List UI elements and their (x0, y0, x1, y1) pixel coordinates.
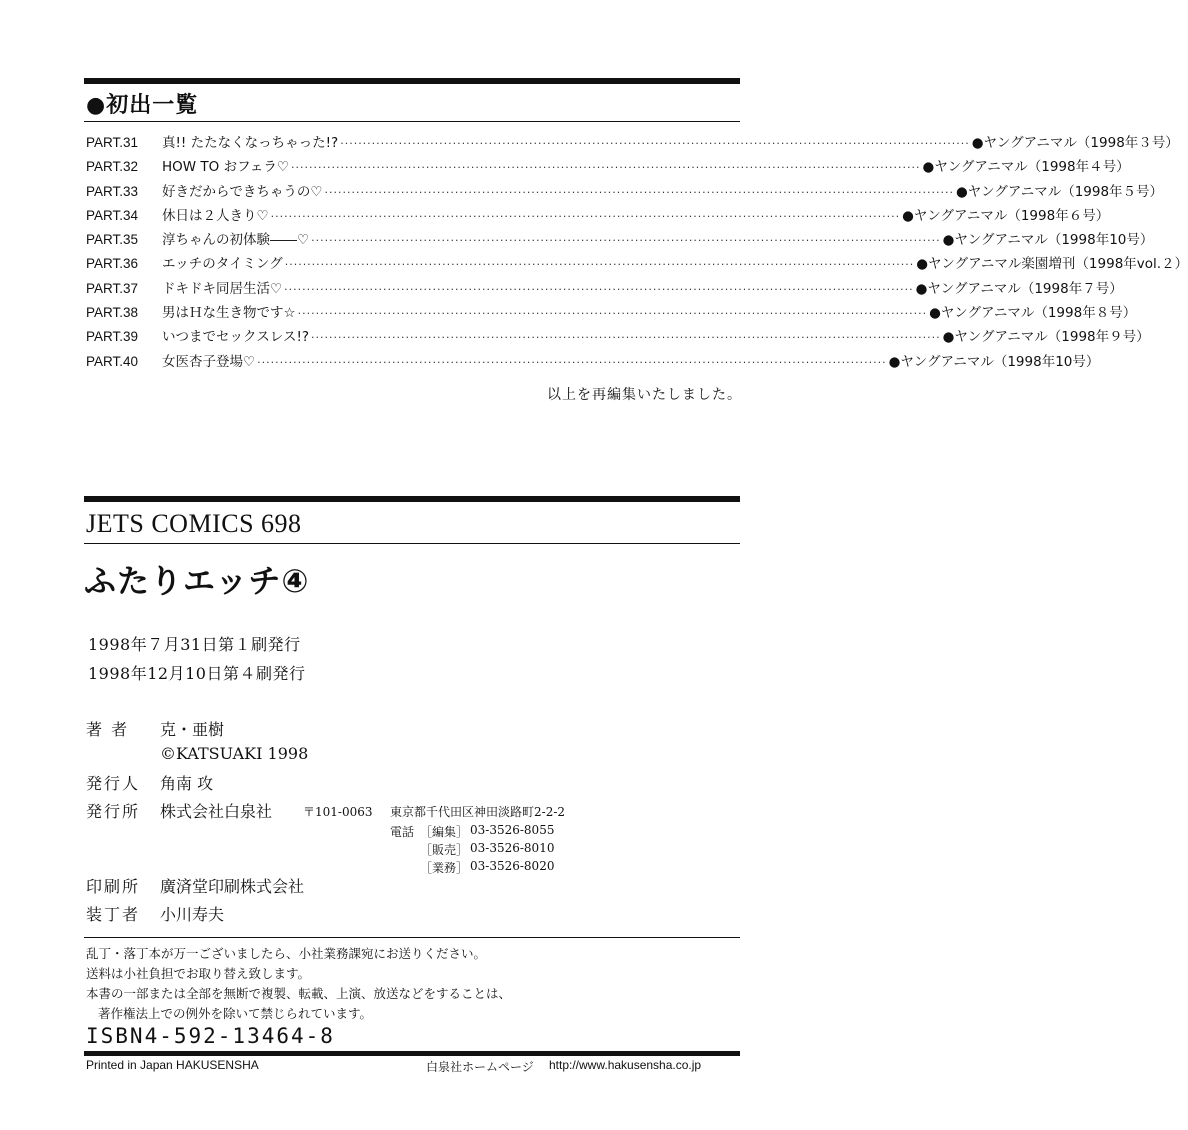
toc-part-number: PART.36 (86, 256, 139, 272)
phone-number-sales: 03-3526-8010 (470, 841, 555, 855)
toc-part-number: PART.34 (86, 207, 139, 223)
author-name: 克・亜樹 (160, 720, 225, 739)
toc-part-number: PART.32 (86, 159, 139, 175)
toc-chapter-title: エッチのタイミング (162, 256, 283, 273)
phone-number-operations: 03-3526-8020 (470, 859, 555, 873)
toc-part-number: PART.37 (86, 280, 139, 296)
toc-publication: ●ヤングアニマル（1998年４号） (922, 159, 1130, 176)
publisher-person-name: 角南 攻 (160, 774, 214, 793)
toc-heading-rule (84, 121, 740, 122)
toc-publication: ●ヤングアニマル（1998年６号） (902, 207, 1110, 224)
copyright-line: ©KATSUAKI 1998 (160, 744, 309, 763)
toc-leader-dots: ············································································································································ (284, 258, 915, 272)
toc-leader-dots: ············································································································································ (340, 137, 970, 150)
publisher-person-label: 発行人 (86, 774, 141, 793)
toc-part-number: PART.38 (86, 305, 139, 321)
toc-publication: ●ヤングアニマル楽園増刊（1998年vol.２） (916, 256, 1188, 273)
notice-top-rule (84, 937, 740, 938)
publisher-label: 発行所 (86, 802, 141, 821)
printer-label: 印刷所 (86, 877, 141, 896)
toc-heading: ●初出一覧 (86, 93, 199, 118)
toc-row (86, 301, 1137, 325)
series-rule (84, 543, 740, 544)
toc-row (86, 228, 1154, 252)
toc-publication: ●ヤングアニマル（1998年10号） (888, 353, 1100, 370)
toc-chapter-title: 真!! たたなくなっちゃった!? (162, 135, 339, 151)
publisher-address: 東京都千代田区神田淡路町2-2-2 (390, 805, 566, 819)
homepage-label: 白泉社ホームページ (426, 1060, 534, 1074)
toc-part-number: PART.33 (86, 183, 139, 199)
toc-leader-dots: ············································································································································ (311, 331, 941, 345)
toc-list (86, 131, 1188, 374)
toc-publication: ●ヤングアニマル（1998年８号） (929, 305, 1137, 322)
toc-row (86, 350, 1100, 374)
publication-date-fourth: 1998年12月10日第４刷発行 (88, 664, 306, 683)
colophon-top-rule (84, 496, 740, 502)
notice-line: 送料は小社負担でお取り替え致します。 (86, 966, 311, 981)
printer-name: 廣済堂印刷株式会社 (160, 877, 305, 896)
phone-prefix: 電話 (390, 825, 415, 839)
toc-leader-dots: ············································································································································ (257, 355, 887, 369)
toc-part-number: PART.31 (86, 135, 139, 150)
toc-leader-dots: ············································································································································ (311, 234, 941, 248)
publisher-name: 株式会社白泉社 (160, 802, 273, 821)
phone-number-editorial: 03-3526-8055 (470, 823, 555, 837)
top-rule (84, 78, 740, 84)
book-title: ふたりエッチ④ (84, 562, 310, 600)
toc-publication: ●ヤングアニマル（1998年５号） (956, 183, 1164, 200)
toc-publication: ●ヤングアニマル（1998年10号） (942, 232, 1154, 249)
author-label: 著 者 (86, 720, 130, 739)
toc-row (86, 277, 1123, 301)
toc-publication: ●ヤングアニマル（1998年７号） (915, 280, 1123, 297)
designer-name: 小川寿夫 (160, 905, 225, 924)
toc-part-number: PART.40 (86, 353, 139, 369)
toc-part-number: PART.39 (86, 329, 139, 345)
toc-leader-dots: ············································································································································ (284, 282, 914, 296)
toc-leader-dots: ············································································································································ (291, 161, 921, 175)
notice-line: 乱丁・落丁本が万一ございましたら、小社業務課宛にお送りください。 (86, 946, 487, 961)
postal-code: 〒101-0063 (303, 805, 373, 819)
toc-leader-dots: ············································································································································ (324, 185, 954, 199)
phone-dept-sales: ［販売］ (420, 843, 469, 857)
toc-chapter-title: 休日は２人きり♡ (162, 207, 269, 224)
homepage-url[interactable]: http://www.hakusensha.co.jp (549, 1058, 702, 1072)
toc-chapter-title: 淳ちゃんの初体験――♡ (162, 232, 310, 249)
toc-chapter-title: いつまでセックスレス!? (162, 329, 310, 346)
toc-publication: ●ヤングアニマル（1998年９号） (942, 329, 1150, 346)
toc-leader-dots: ············································································································································ (297, 307, 928, 321)
phone-dept-editorial: ［編集］ (420, 825, 469, 839)
toc-row (86, 180, 1164, 204)
toc-publication: ●ヤングアニマル（1998年３号） (971, 135, 1179, 151)
isbn: ISBN4-592-13464-8 (86, 1024, 335, 1048)
toc-chapter-title: 男はＨな生き物です☆ (162, 305, 296, 322)
toc-chapter-title: 好きだからできちゃうの♡ (162, 183, 323, 200)
notice-line: 著作権法上での例外を除いて禁じられています。 (98, 1006, 373, 1021)
toc-chapter-title: HOW TO おフェラ♡ (162, 159, 290, 176)
toc-part-number: PART.35 (86, 232, 139, 248)
printed-in: Printed in Japan HAKUSENSHA (86, 1058, 259, 1072)
toc-chapter-title: ドキドキ同居生活♡ (162, 280, 283, 297)
toc-leader-dots: ············································································································································ (270, 209, 901, 223)
toc-row (86, 252, 1188, 276)
series-label: JETS COMICS 698 (86, 509, 302, 538)
toc-row (86, 131, 1179, 155)
phone-dept-operations: ［業務］ (420, 861, 469, 875)
notice-line: 本書の一部または全部を無断で複製、転載、上演、放送などをすることは、 (86, 986, 512, 1001)
footer-rule (84, 1051, 740, 1056)
toc-row (86, 204, 1110, 228)
toc-note: 以上を再編集いたしました。 (547, 387, 742, 403)
designer-label: 装丁者 (86, 905, 141, 924)
toc-row (86, 155, 1130, 179)
toc-chapter-title: 女医杏子登場♡ (162, 353, 256, 370)
publication-date-first: 1998年７月31日第１刷発行 (88, 635, 301, 654)
toc-row (86, 325, 1150, 349)
